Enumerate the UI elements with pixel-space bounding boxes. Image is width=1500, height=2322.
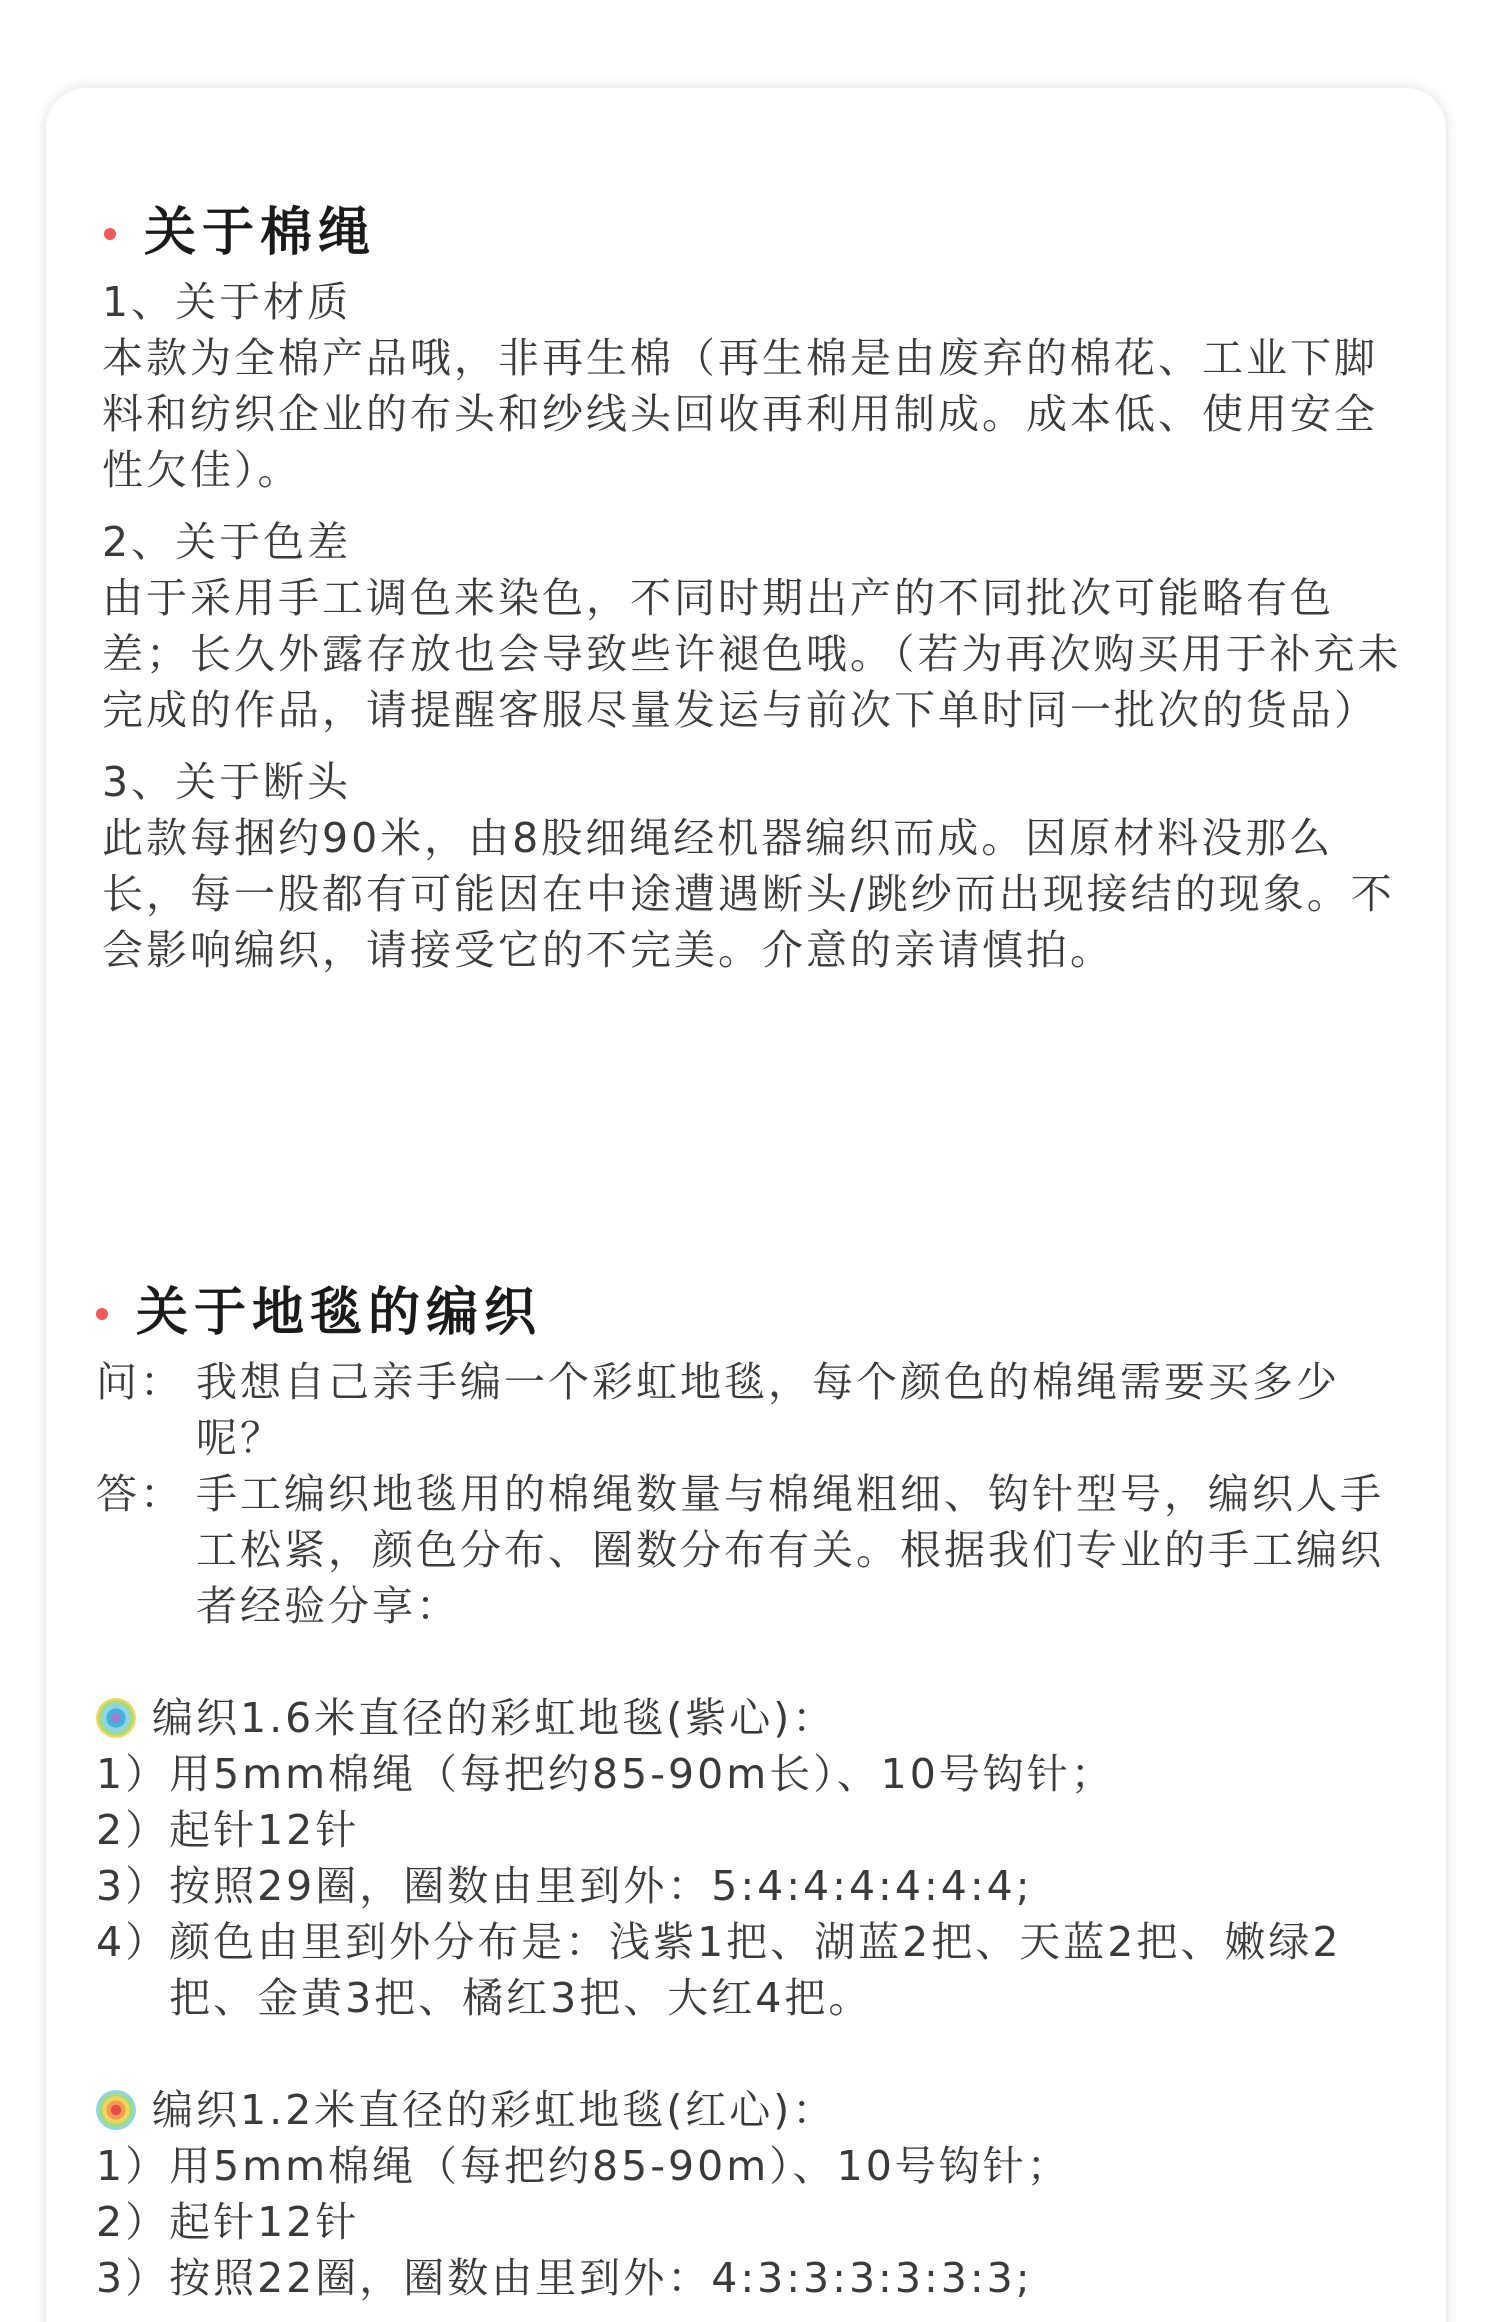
question-row bbox=[96, 1354, 1406, 1466]
recipe-step bbox=[96, 1914, 1406, 2026]
qa-block bbox=[96, 1354, 1406, 1634]
step-number: 3） bbox=[96, 1862, 170, 1910]
recipe-step bbox=[96, 1802, 1406, 1858]
recipe-title: 编织1.2米直径的彩虹地毯(红心)： bbox=[152, 2086, 837, 2134]
info-item-color-difference bbox=[102, 514, 1406, 738]
section-title: 关于地毯的编织 bbox=[136, 1283, 543, 1343]
section-heading bbox=[104, 198, 1446, 268]
rainbow-purple-center-icon bbox=[96, 1698, 136, 1738]
recipe-header bbox=[96, 2082, 1406, 2138]
recipe-step bbox=[96, 2250, 1406, 2306]
section-heading bbox=[96, 1278, 1446, 1348]
recipe-step bbox=[96, 2194, 1406, 2250]
section-body bbox=[102, 274, 1406, 978]
step-number: 1） bbox=[96, 2142, 170, 2190]
item-body: 本款为全棉产品哦，非再生棉（再生棉是由废弃的棉花、工业下脚料和纺织企业的布头和纱线头回收再利用制成。成本低、使用安全性欠佳）。 bbox=[102, 334, 1378, 494]
recipe-title: 编织1.6米直径的彩虹地毯(紫心)： bbox=[152, 1694, 837, 1742]
item-body: 此款每捆约90米，由8股细绳经机器编织而成。因原材料没那么长，每一股都有可能因在中途遭遇断头/跳纱而出现接结的现象。不会影响编织，请接受它的不完美。介意的亲请慎拍。 bbox=[102, 814, 1395, 974]
step-number: 1） bbox=[96, 1750, 170, 1798]
recipe-header bbox=[96, 1690, 1406, 1746]
step-text: 按照22圈，圈数由里到外：4:3:3:3:3:3:3; bbox=[169, 2254, 1033, 2302]
item-title: 2、关于色差 bbox=[102, 518, 352, 566]
section-rug-weaving bbox=[46, 1278, 1446, 2306]
section-title: 关于棉绳 bbox=[144, 203, 377, 263]
info-item-breaks bbox=[102, 754, 1406, 978]
step-text: 用5mm棉绳（每把约85-90m长）、10号钩针； bbox=[169, 1750, 1115, 1798]
step-text: 颜色由里到外分布是：浅紫1把、湖蓝2把、天蓝2把、嫩绿2把、金黄3把、橘红3把、大红4把。 bbox=[169, 1918, 1342, 2022]
recipe-1-6m-purple bbox=[96, 1690, 1406, 2026]
step-number: 2） bbox=[96, 2198, 170, 2246]
step-text: 起针12针 bbox=[169, 1806, 360, 1854]
rainbow-red-center-icon bbox=[96, 2090, 136, 2130]
bullet-dot-icon bbox=[96, 1308, 108, 1320]
recipe-step bbox=[96, 1858, 1406, 1914]
question-label: 问： bbox=[96, 1358, 184, 1406]
info-item-material bbox=[102, 274, 1406, 498]
answer-text: 手工编织地毯用的棉绳数量与棉绳粗细、钩针型号，编织人手工松紧，颜色分布、圈数分布有关。根据我们专业的手工编织者经验分享： bbox=[196, 1470, 1384, 1630]
item-title: 3、关于断头 bbox=[102, 758, 352, 806]
recipe-step bbox=[96, 2138, 1406, 2194]
recipe-step bbox=[96, 1746, 1406, 1802]
recipe-1-2m-red bbox=[96, 2082, 1406, 2306]
step-number: 3） bbox=[96, 2254, 170, 2302]
question-text: 我想自己亲手编一个彩虹地毯，每个颜色的棉绳需要买多少呢？ bbox=[196, 1358, 1340, 1462]
step-number: 4） bbox=[96, 1918, 170, 1966]
answer-row bbox=[96, 1466, 1406, 1634]
item-body: 由于采用手工调色来染色，不同时期出产的不同批次可能略有色差；长久外露存放也会导致些许褪色哦。（若为再次购买用于补充未完成的作品，请提醒客服尽量发运与前次下单时同一批次的货品） bbox=[102, 574, 1402, 734]
answer-label: 答： bbox=[96, 1470, 184, 1518]
step-text: 用5mm棉绳（每把约85-90m）、10号钩针； bbox=[169, 2142, 1071, 2190]
item-title: 1、关于材质 bbox=[102, 278, 352, 326]
section-about-cotton-rope bbox=[46, 198, 1446, 994]
step-text: 按照29圈，圈数由里到外：5:4:4:4:4:4:4; bbox=[169, 1862, 1033, 1910]
bullet-dot-icon bbox=[104, 228, 116, 240]
content-card bbox=[46, 88, 1446, 2322]
step-text: 起针12针 bbox=[169, 2198, 360, 2246]
step-number: 2） bbox=[96, 1806, 170, 1854]
